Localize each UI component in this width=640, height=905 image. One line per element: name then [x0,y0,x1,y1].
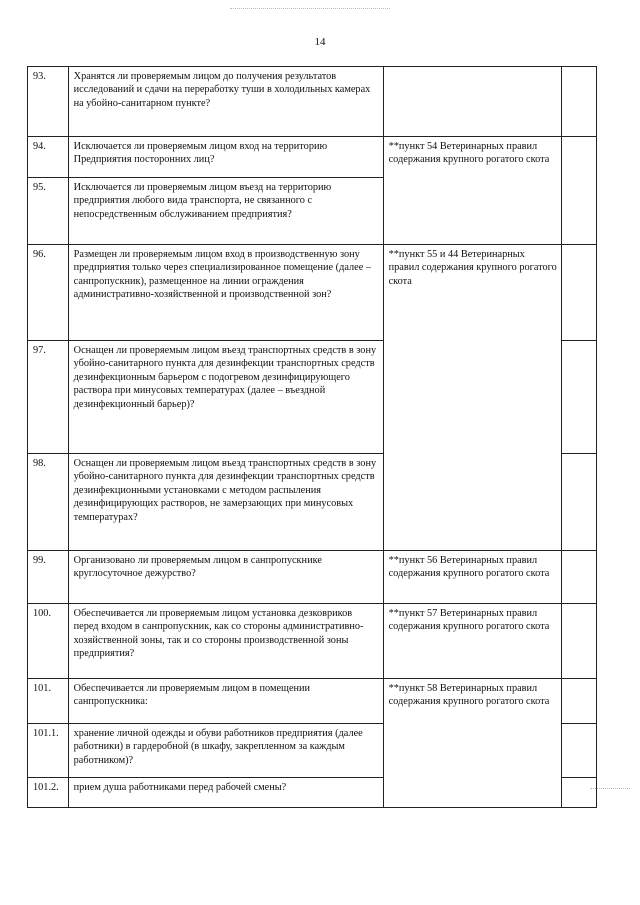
empty-cell [562,67,597,137]
empty-cell [562,604,597,679]
row-reference: **пункт 55 и 44 Ветеринарных правил содержания крупного рогатого скота [383,245,562,551]
row-question: Размещен ли проверяемым лицом вход в производственную зону предприятия только через специализированное помещение (далее – санпропускник), размещенное на линии ограждения административно-хозяйственной и производственной зон? [68,245,383,341]
row-question: хранение личной одежды и обуви работников предприятия (далее работники) в гардеробной (в шкафу, закрепленном за каждым работником)? [68,724,383,778]
row-question: Обеспечивается ли проверяемым лицом установка дезковриков перед входом в санпропускник, как со стороны административно-хозяйственной зоны, так и со стороны производственной зоны предприятия? [68,604,383,679]
table-row [28,245,597,341]
empty-cell [562,454,597,551]
empty-cell [562,341,597,454]
row-number: 95. [28,178,69,245]
row-number: 97. [28,341,69,454]
row-question: Организовано ли проверяемым лицом в санпропускнике круглосуточное дежурство? [68,551,383,604]
row-reference: **пункт 56 Ветеринарных правил содержания крупного рогатого скота [383,551,562,604]
empty-cell [562,551,597,604]
row-reference [383,67,562,137]
row-number: 101. [28,679,69,724]
row-number: 101.1. [28,724,69,778]
row-question: Оснащен ли проверяемым лицом въезд транспортных средств в зону убойно-санитарного пункта для дезинфекции транспортных средств дезинфекционными установками с методом распыления дезинфицирующих растворов, не замерзающих при минусовых температурах? [68,454,383,551]
scan-artifact [230,8,390,23]
empty-cell [562,724,597,778]
empty-cell [562,245,597,341]
row-number: 96. [28,245,69,341]
row-reference: **пункт 54 Ветеринарных правил содержания крупного рогатого скота [383,137,562,245]
row-reference: **пункт 58 Ветеринарных правил содержания крупного рогатого скота [383,679,562,808]
page-number: 14 [314,36,326,48]
row-question: Хранятся ли проверяемым лицом до получения результатов исследований и сдачи на переработку туши в холодильных камерах на убойно-санитарном пункте? [68,67,383,137]
table-row [28,137,597,178]
table-row [28,679,597,724]
row-number: 100. [28,604,69,679]
checklist-table [27,66,597,808]
row-question: Оснащен ли проверяемым лицом въезд транспортных средств в зону убойно-санитарного пункта для дезинфекции транспортных средств дезинфекционным барьером с подогревом дезинфицирующего раствора при минусовых температурах (далее – въездной дезинфекционный барьер)? [68,341,383,454]
table-row [28,604,597,679]
row-number: 101.2. [28,778,69,808]
empty-cell [562,137,597,245]
row-number: 94. [28,137,69,178]
row-question: Исключается ли проверяемым лицом вход на территорию Предприятия посторонних лиц? [68,137,383,178]
row-number: 99. [28,551,69,604]
row-reference: **пункт 57 Ветеринарных правил содержания крупного рогатого скота [383,604,562,679]
row-question: Исключается ли проверяемым лицом въезд на территорию предприятия любого вида транспорта, не связанного с непосредственным обслуживанием предприятия? [68,178,383,245]
row-number: 98. [28,454,69,551]
table-row [28,551,597,604]
empty-cell [562,778,597,808]
row-question: Обеспечивается ли проверяемым лицом в помещении санпропускника: [68,679,383,724]
row-question: прием душа работниками перед рабочей смены? [68,778,383,808]
empty-cell [562,679,597,724]
table-row [28,67,597,137]
scan-artifact [590,788,630,789]
row-number: 93. [28,67,69,137]
